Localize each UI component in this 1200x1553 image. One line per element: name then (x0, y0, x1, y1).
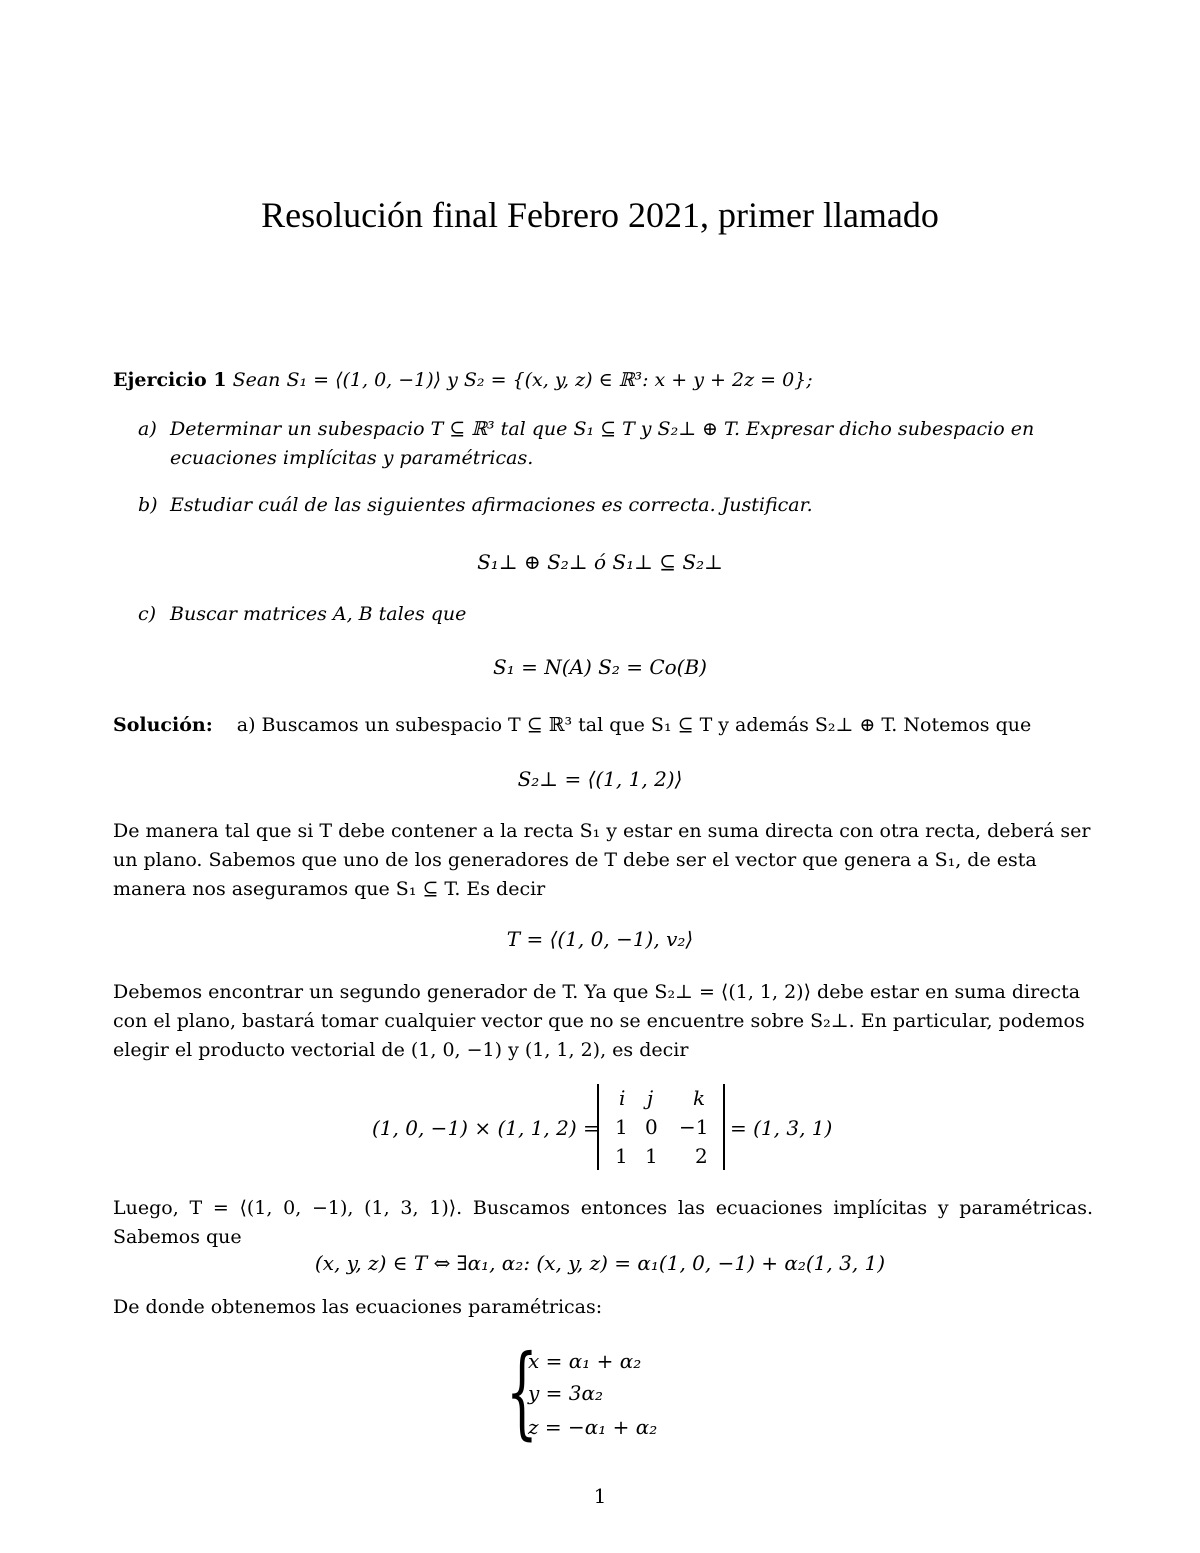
page-number: 1 (593, 1484, 607, 1508)
det-cell: i (619, 1086, 626, 1110)
item-a-line2: ecuaciones implícitas y paramétricas. (170, 447, 534, 469)
exercise-text: Sean S₁ = ⟨(1, 0, −1)⟩ y S₂ = {(x, y, z) ∈ ℝ³: x + y + 2z = 0}; (232, 369, 813, 391)
exercise-label: Ejercicio 1 (113, 369, 227, 391)
det-cell: 1 (615, 1144, 628, 1168)
system-brace: { (506, 1333, 538, 1450)
system-equation-y: y = 3α₂ (528, 1381, 604, 1405)
solution-label: Solución: (113, 714, 213, 736)
item-c-text: Buscar matrices A, B tales que (170, 603, 467, 625)
det-cell: 1 (615, 1115, 628, 1139)
item-c-label: c) (138, 603, 157, 625)
cross-product-lhs: (1, 0, −1) × (1, 1, 2) = (372, 1116, 600, 1140)
det-cell: 2 (695, 1144, 708, 1168)
equation-s2-perp: S₂⊥ = ⟨(1, 1, 2)⟩ (517, 767, 683, 791)
det-cell: j (647, 1086, 654, 1110)
det-cell: −1 (679, 1115, 709, 1139)
solution-intro (113, 714, 1031, 736)
equation-membership: (x, y, z) ∈ T ⇔ ∃α₁, α₂: (x, y, z) = α₁(1, 0, −1) + α₂(1, 3, 1) (314, 1251, 886, 1275)
paragraph-3: Luego, T = ⟨(1, 0, −1), (1, 3, 1)⟩. Buscamos entonces las ecuaciones implícitas y paramétricas. Sabemos que (113, 1197, 1093, 1248)
page-title: Resolución final Febrero 2021, primer llamado (261, 195, 939, 235)
paragraph-2: Debemos encontrar un segundo generador de T. Ya que S₂⊥ = ⟨(1, 1, 2)⟩ debe estar en suma directa con el plano, bastará tomar cualquier vector que no se encuentre sobre S₂⊥. En particular, podemos elegir el producto vectorial de (1, 0, −1) y (1, 1, 2), es decir (113, 981, 1085, 1061)
item-c-formula: S₁ = N(A) S₂ = Co(B) (493, 655, 707, 679)
cross-product-rhs: = (1, 3, 1) (730, 1116, 833, 1140)
determinant-matrix (597, 1084, 725, 1170)
paragraph-4: De donde obtenemos las ecuaciones paramétricas: (113, 1296, 603, 1318)
det-cell: 1 (645, 1144, 658, 1168)
item-b-formula: S₁⊥ ⊕ S₂⊥ ó S₁⊥ ⊆ S₂⊥ (477, 550, 723, 574)
item-a-line1: Determinar un subespacio T ⊆ ℝ³ tal que S₁ ⊆ T y S₂⊥ ⊕ T. Expresar dicho subespacio en (170, 418, 1035, 440)
item-b-text: Estudiar cuál de las siguientes afirmaciones es correcta. Justificar. (170, 494, 813, 516)
paragraph-1: De manera tal que si T debe contener a la recta S₁ y estar en suma directa con otra recta, deberá ser un plano. Sabemos que uno de los generadores de T debe ser el vector que genera a S₁, de esta manera nos aseguramos que S₁ ⊆ T. Es decir (113, 820, 1091, 900)
equation-t: T = ⟨(1, 0, −1), v₂⟩ (506, 927, 694, 951)
det-cell: k (693, 1086, 706, 1110)
solution-intro-text: a) Buscamos un subespacio T ⊆ ℝ³ tal que S₁ ⊆ T y además S₂⊥ ⊕ T. Notemos que (236, 714, 1032, 736)
item-a-label: a) (138, 418, 157, 440)
system-equation-x: x = α₁ + α₂ (528, 1349, 642, 1373)
exercise-statement (113, 369, 813, 391)
item-b-label: b) (138, 494, 158, 516)
det-cell: 0 (645, 1115, 658, 1139)
system-equation-z: z = −α₁ + α₂ (528, 1415, 658, 1439)
